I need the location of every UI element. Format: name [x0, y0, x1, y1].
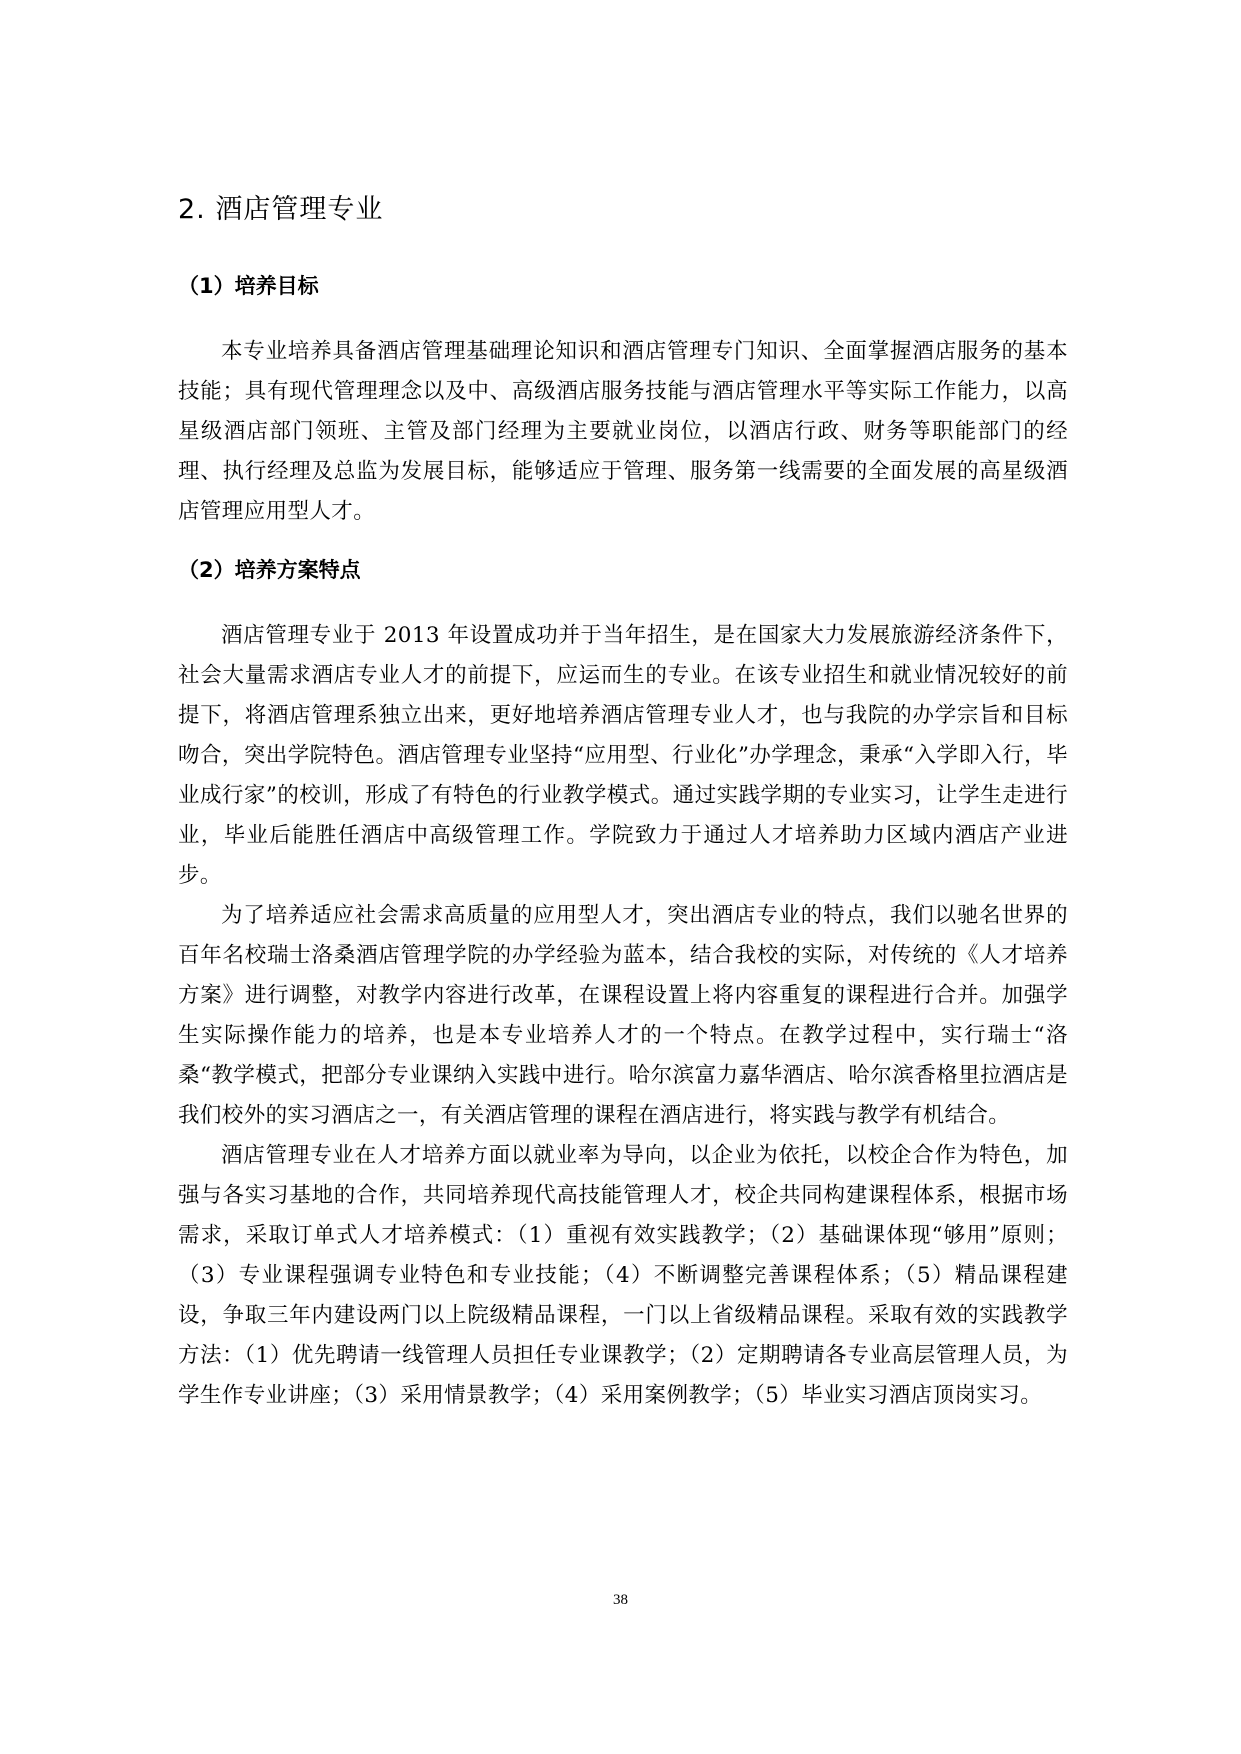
- section-heading: 2. 酒店管理专业: [178, 194, 384, 225]
- subsection-heading-training-goals: （1）培养目标: [178, 274, 319, 298]
- paragraph-training-goals: 本专业培养具备酒店管理基础理论知识和酒店管理专门知识、全面掌握酒店服务的基本技能；具有现代管理理念以及中、高级酒店服务技能与酒店管理水平等实际工作能力，以高星级酒店部门领班、主管及部门经理为主要就业岗位，以酒店行政、财务等职能部门的经理、执行经理及总监为发展目标，能够适应于管理、服务第一线需要的全面发展的高星级酒店管理应用型人才。: [178, 339, 1068, 524]
- paragraph-program-history: 酒店管理专业于 2013 年设置成功并于当年招生，是在国家大力发展旅游经济条件下，社会大量需求酒店专业人才的前提下，应运而生的专业。在该专业招生和就业情况较好的前提下，将酒店管理系独立出来，更好地培养酒店管理专业人才，也与我院的办学宗旨和目标吻合，突出学院特色。酒店管理专业坚持“应用型、行业化”办学理念，秉承“入学即入行，毕业成行家”的校训，形成了有特色的行业教学模式。通过实践学期的专业实习，让学生走进行业，毕业后能胜任酒店中高级管理工作。学院致力于通过人才培养助力区域内酒店产业进步。: [178, 623, 1068, 888]
- paragraph-lausanne-model: 为了培养适应社会需求高质量的应用型人才，突出酒店专业的特点，我们以驰名世界的百年名校瑞士洛桑酒店管理学院的办学经验为蓝本，结合我校的实际，对传统的《人才培养方案》进行调整，对教学内容进行改革，在课程设置上将内容重复的课程进行合并。加强学生实际操作能力的培养，也是本专业培养人才的一个特点。在教学过程中，实行瑞士“洛桑“教学模式，把部分专业课纳入实践中进行。哈尔滨富力嘉华酒店、哈尔滨香格里拉酒店是我们校外的实习酒店之一，有关酒店管理的课程在酒店进行，将实践与教学有机结合。: [178, 903, 1068, 1128]
- subsection-heading-program-features: （2）培养方案特点: [178, 558, 361, 582]
- paragraph-employment-orientation: 酒店管理专业在人才培养方面以就业率为导向，以企业为依托，以校企合作为特色，加强与各实习基地的合作，共同培养现代高技能管理人才，校企共同构建课程体系，根据市场需求，采取订单式人才培养模式：（1）重视有效实践教学；（2）基础课体现“够用”原则；（3）专业课程强调专业特色和专业技能；（4）不断调整完善课程体系；（5）精品课程建设，争取三年内建设两门以上院级精品课程，一门以上省级精品课程。采取有效的实践教学方法：（1）优先聘请一线管理人员担任专业课教学；（2）定期聘请各专业高层管理人员，为学生作专业讲座；（3）采用情景教学；（4）采用案例教学；（5）毕业实习酒店顶岗实习。: [178, 1143, 1068, 1408]
- page-number: 38: [613, 1592, 628, 1608]
- page-content: [178, 190, 1068, 1416]
